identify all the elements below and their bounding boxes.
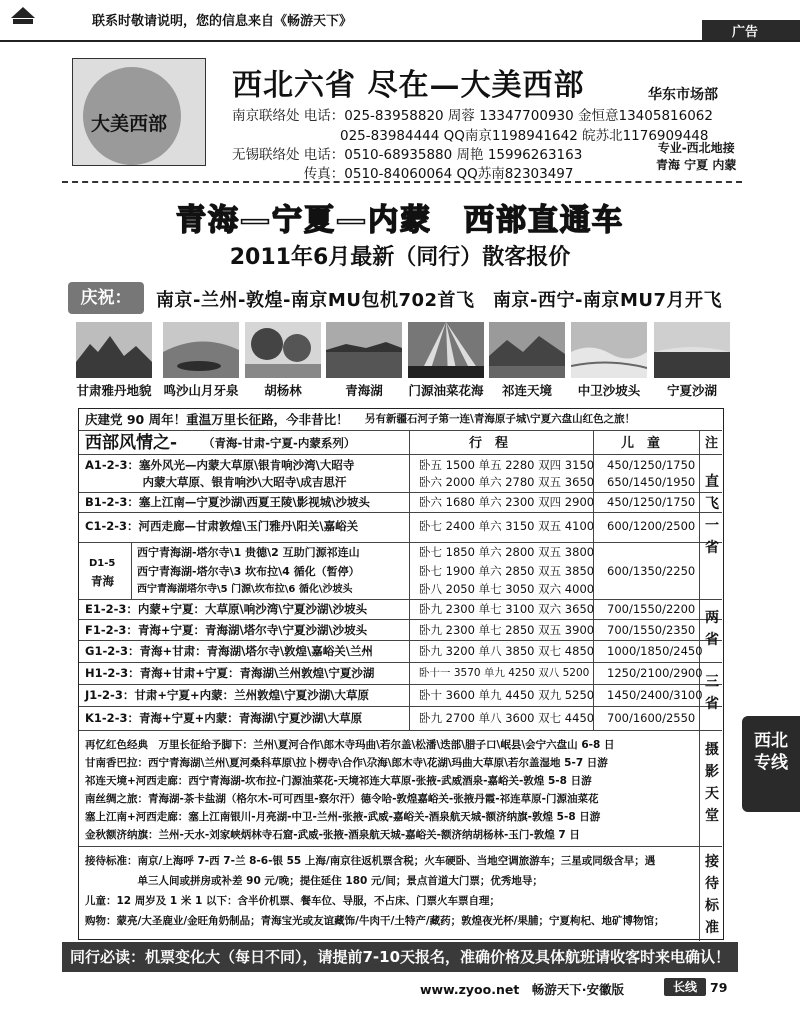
top-bar <box>0 0 800 42</box>
child-price: 450/1250/1750 <box>607 458 696 472</box>
service-line: 接待标准：南京/上海呼 7-西 7-兰 8-6-银 55 上海/南京往返机票含税；火车硬卧、当地空调旅游车；三星或同级含早；遇 <box>85 855 656 867</box>
note-two <box>701 607 723 651</box>
qilian-photo <box>489 322 565 378</box>
specialty-line: 专业-西北地接 <box>657 141 735 155</box>
price: 卧七 2400 单六 3150 双五 4100 <box>419 519 595 533</box>
price: 卧七 1900 单六 2850 双五 3850 <box>419 564 595 578</box>
table-row <box>79 663 722 685</box>
table-row <box>79 513 722 543</box>
d-label: D1-5 <box>89 558 116 569</box>
col-note: 注 <box>705 436 719 451</box>
table-row <box>79 600 722 620</box>
service-line: 儿童：12 周岁及 1 米 1 以下：含半价机票、餐车位、导服，不占床、门票火车票自理； <box>85 895 500 907</box>
note-text: 接待标准 <box>705 854 719 936</box>
table-row <box>79 685 722 707</box>
route: 西宁青海湖塔尔寺\5 门源\坎布拉\6 循化\沙坡头 <box>137 584 353 595</box>
series-title: 西部风情之- <box>85 433 178 453</box>
note-text: 两省 <box>705 610 719 648</box>
magazine-logo-icon <box>8 4 38 26</box>
ad-label: 广告 <box>702 20 800 40</box>
note-text: 直飞一省 <box>705 474 719 556</box>
photo-caption: 中卫沙坡头 <box>577 383 641 398</box>
table-row <box>79 620 722 641</box>
price-headline: 2011年6月最新（同行）散客报价 <box>229 245 571 270</box>
photo-caption: 门源油菜花海 <box>408 383 484 398</box>
note-text: 三省 <box>705 674 719 712</box>
qinghai-lake-photo <box>326 322 402 378</box>
banner-red-tour: 另有新疆石河子第一连\青海原子城\宁夏六盘山红色之旅！ <box>365 413 636 425</box>
route: 内蒙大草原、银肯响沙\大昭寺\成吉思汗 <box>85 475 347 489</box>
route: G1-2-3：青海+甘肃：青海湖\塔尔寺\敦煌\嘉峪关\兰州 <box>85 644 373 658</box>
table-banner <box>79 409 722 431</box>
extra-route: 祁连天境+河西走廊：西宁青海湖-坎布拉-门源油菜花-天境祁连大草原-张掖-武威酒泉-嘉峪关-敦煌 5-8 日游 <box>85 775 592 787</box>
table-header <box>79 431 722 455</box>
route: B1-2-3：塞上江南—宁夏沙湖\西夏王陵\影视城\沙坡头 <box>85 495 370 509</box>
contact-line: 无锡联络处 电话：0510-68935880 周艳 15996263163 <box>232 147 583 163</box>
contact-line: 传真：0510-84060064 QQ苏南82303497 <box>232 166 574 182</box>
section-tab-label: 西北专线 <box>754 731 788 773</box>
table-row <box>79 493 722 513</box>
agency-slogan: 西北六省 尽在—大美西部 <box>232 68 585 103</box>
page-number: 79 <box>710 980 728 995</box>
child-price: 1250/2100/2900 <box>607 666 703 680</box>
route: C1-2-3：河西走廊—甘肃敦煌\玉门雅丹\阳关\嘉峪关 <box>85 519 359 533</box>
service-line: 单三人间或拼房或补差 90 元/晚；提住延住 180 元/间；景点首道大门票；优秀地导； <box>85 875 543 887</box>
table-row-group-d <box>79 543 722 600</box>
dept-name: 华东市场部 <box>648 87 718 103</box>
contact-line: 025-83984444 QQ南京1198941642 皖苏北1176909448 <box>232 128 709 144</box>
note-photo <box>701 739 723 827</box>
route: F1-2-3：青海+宁夏：青海湖\塔尔寺\宁夏沙湖\沙坡头 <box>85 623 368 637</box>
extra-route: 再忆红色经典 万里长征给予脚下：兰州\夏河合作\郎木寺玛曲\若尔盖\松潘\迭部\腊子口\岷县\会宁六盘山 6-8 日 <box>85 739 615 751</box>
source-notice: 联系时敬请说明，您的信息来自《畅游天下》 <box>92 14 353 29</box>
route: E1-2-3：内蒙+宁夏：大草原\响沙湾\宁夏沙湖\沙坡头 <box>85 602 368 616</box>
divider <box>62 181 742 183</box>
agency-logo <box>72 58 206 166</box>
price-table <box>78 408 724 940</box>
price: 卧十一 3570 单九 4250 双八 5200 <box>419 667 590 679</box>
extra-route: 南丝绸之旅：青海湖-茶卡盐湖（格尔木-可可西里-察尔汗）德令哈-敦煌嘉峪关-张掖丹霞-祁连草原-门源油菜花 <box>85 793 599 805</box>
table-row <box>79 641 722 663</box>
booking-notice: 同行必读：机票变化大（每日不同），请提前7-10天报名，准确价格及具体航班请收客时来电确认！ <box>62 942 738 972</box>
photo-caption: 祁连天境 <box>501 383 552 398</box>
price: 卧九 2700 单八 3600 双七 4450 <box>419 711 595 725</box>
route: J1-2-3：甘肃+宁夏+内蒙：兰州敦煌\宁夏沙湖\大草原 <box>85 688 369 702</box>
extra-route: 塞上江南+河西走廊：塞上江南银川-月亮湖-中卫-兰州-张掖-武威-嘉峪关-酒泉航天城-额济纳旗-敦煌 5-8 日游 <box>85 811 601 823</box>
extra-routes <box>79 731 722 847</box>
celebration-banner <box>68 282 734 314</box>
specialty-note <box>656 140 736 174</box>
extra-route: 金秋额济纳旗：兰州-天水-刘家峡炳林寺石窟-武威-张掖-酒泉航天城-嘉峪关-额济纳胡杨林-玉门-敦煌 7 日 <box>85 829 580 841</box>
sand-lake-photo <box>654 322 730 378</box>
price: 卧七 1850 单六 2800 双五 3800 <box>419 545 595 559</box>
child-price: 600/1350/2250 <box>607 564 696 578</box>
child-price: 1000/1850/2450 <box>607 644 703 658</box>
price: 卧八 2050 单七 3050 双六 4000 <box>419 582 595 596</box>
specialty-regions: 青海 宁夏 内蒙 <box>656 158 737 172</box>
child-price: 700/1550/2350 <box>607 623 696 637</box>
child-price: 450/1250/1750 <box>607 495 696 509</box>
service-line: 购物：蒙亮/大圣鹿业/金旺角奶制品；青海宝光或友谊藏饰/牛肉干/土特产/藏药；敦煌夜光杯/果脯；宁夏枸杞、地矿博物馆； <box>85 915 665 927</box>
photo-caption: 宁夏沙湖 <box>666 383 717 398</box>
child-price: 1450/2400/3100 <box>607 688 703 702</box>
celebration-badge: 庆祝： <box>68 282 144 314</box>
logo-text: 大美西部 <box>91 113 168 135</box>
note-three <box>701 671 723 715</box>
shapotou-photo <box>571 322 647 378</box>
footer-tag: 长线 <box>664 978 706 996</box>
price: 卧九 2300 单七 2850 双五 3900 <box>419 623 595 637</box>
price: 卧六 1680 单六 2300 双四 2900 <box>419 495 595 509</box>
extra-route: 甘南香巴拉：西宁青海湖\兰州\夏河桑科草原\拉卜楞寺\合作\尕海\郎木寺\花湖\玛曲大草原\若尔盖湿地 5-7 日游 <box>85 757 608 769</box>
col-child: 儿 童 <box>621 436 661 451</box>
price: 卧九 2300 单七 3100 双六 3650 <box>419 602 595 616</box>
contact-line: 南京联络处 电话：025-83958820 周蓉 13347700930 金恒意13405816062 <box>232 108 713 124</box>
photo-caption: 青海湖 <box>345 383 383 398</box>
price: 卧六 2000 单六 2780 双五 3650 <box>419 475 595 489</box>
d-name: 青海 <box>91 574 114 588</box>
child-price: 700/1600/2550 <box>607 711 696 725</box>
banner-party: 庆建党 90 周年！重温万里长征路，今非昔比！ <box>85 412 349 427</box>
child-price: 650/1450/1950 <box>607 475 696 489</box>
price: 卧五 1500 单五 2280 双四 3150 <box>419 458 595 472</box>
photo-caption: 甘肃雅丹地貌 <box>76 383 152 398</box>
section-tab <box>742 716 800 812</box>
yardang-photo <box>76 322 152 378</box>
rapeseed-field-photo <box>408 322 484 378</box>
route: 西宁青海湖-塔尔寺\1 贵德\2 互助门源祁连山 <box>137 546 360 559</box>
route: H1-2-3：青海+甘肃+宁夏：青海湖\兰州敦煌\宁夏沙湖 <box>85 666 375 680</box>
child-price: 600/1200/2500 <box>607 519 696 533</box>
child-price: 700/1550/2200 <box>607 602 696 616</box>
route: A1-2-3：塞外风光—内蒙大草原\银肯响沙湾\大昭寺 <box>85 458 355 472</box>
price: 卧九 3200 单八 3850 双七 4850 <box>419 644 595 658</box>
price: 卧十 3600 单九 4450 双九 5250 <box>419 688 595 702</box>
series-subtitle: （青海-甘肃-宁夏-内蒙系列） <box>203 436 356 450</box>
table-row <box>79 707 722 731</box>
poplar-forest-photo <box>245 322 321 378</box>
photo-caption: 胡杨林 <box>264 383 302 398</box>
note-text: 摄影天堂 <box>705 742 719 824</box>
table-row <box>79 455 722 493</box>
route: 西宁青海湖-塔尔寺\3 坎布拉\4 循化（暂停） <box>137 565 360 578</box>
footer-site: www.zyoo.net 畅游天下·安徽版 <box>420 982 625 997</box>
note-direct <box>701 471 723 559</box>
note-service <box>701 851 723 939</box>
service-terms <box>79 847 722 939</box>
photo-caption: 鸣沙山月牙泉 <box>163 383 239 398</box>
main-headline: 青海—宁夏—内蒙 西部直通车 <box>176 203 624 238</box>
celebration-text: 南京-兰州-敦煌-南京MU包机702首飞 南京-西宁-南京MU7月开飞 <box>156 290 723 311</box>
crescent-spring-photo <box>163 322 239 378</box>
route: K1-2-3：青海+宁夏+内蒙：青海湖\宁夏沙湖\大草原 <box>85 711 363 725</box>
col-itinerary: 行 程 <box>469 436 509 451</box>
